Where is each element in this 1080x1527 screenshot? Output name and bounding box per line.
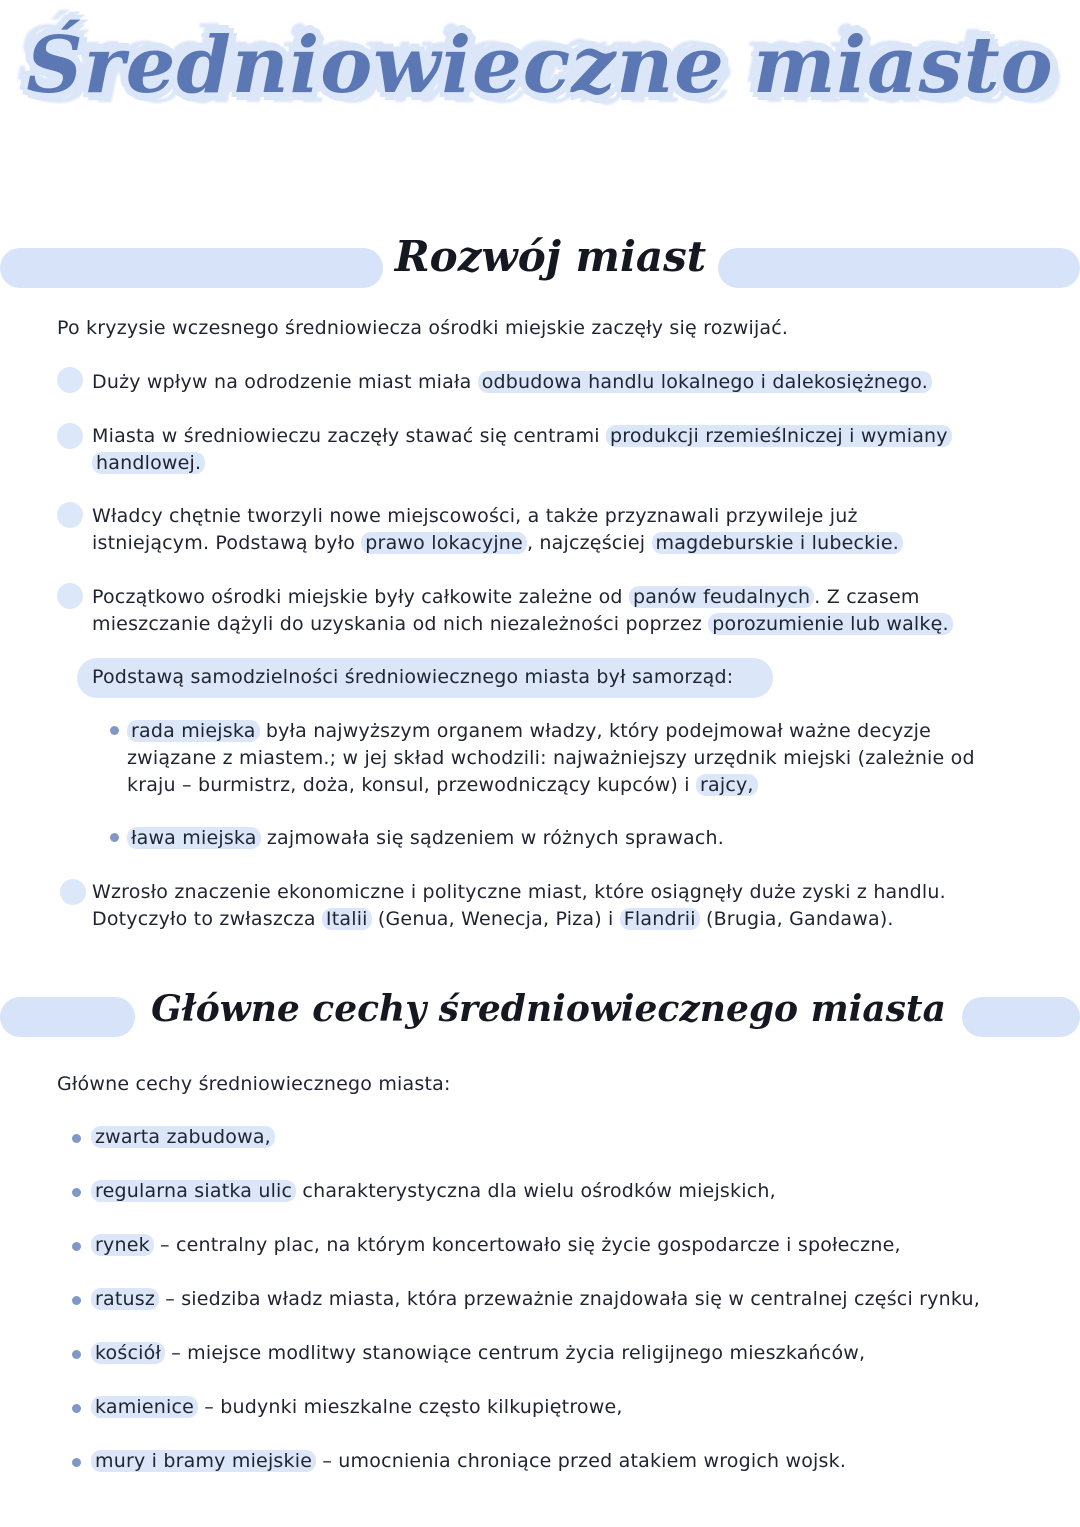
feature-bullet-dot xyxy=(72,1188,81,1197)
bullet-dot xyxy=(57,502,83,528)
highlight: handlowej. xyxy=(92,452,205,474)
highlight: rajcy, xyxy=(696,774,758,796)
feature-bullet-dot xyxy=(72,1350,81,1359)
feature-text: – umocnienia chroniące przed atakiem wrogich wojsk. xyxy=(316,1450,847,1472)
section1-intro: Po kryzysie wczesnego średniowiecza ośrodki miejskie zaczęły się rozwijać. xyxy=(57,317,789,339)
highlight: mury i bramy miejskie xyxy=(91,1450,316,1472)
feature-text: – siedziba władz miasta, która przeważnie znajdowała się w centralnej części rynku, xyxy=(159,1288,980,1310)
feature-item xyxy=(91,1394,1051,1421)
feature-bullet-dot xyxy=(72,1134,81,1143)
bullet-dot xyxy=(57,367,83,393)
highlight: zwarta zabudowa, xyxy=(91,1126,275,1148)
sub-bullet-lawa xyxy=(127,825,724,852)
page-title: Średniowieczne miasto xyxy=(26,20,1054,111)
sub-bullet-rada xyxy=(127,718,1057,799)
highlight: prawo lokacyjne xyxy=(361,532,527,554)
feature-item xyxy=(91,1124,1051,1151)
heading-bar-left xyxy=(0,997,135,1037)
feature-item xyxy=(91,1286,1051,1313)
highlight: magdeburskie i lubeckie. xyxy=(652,532,903,554)
feature-bullet-dot xyxy=(72,1296,81,1305)
highlight: ława miejska xyxy=(127,827,261,849)
highlight: ratusz xyxy=(91,1288,159,1310)
highlight: kościół xyxy=(91,1342,165,1364)
bullet-text: Duży wpływ na odrodzenie miast miała xyxy=(92,371,478,393)
bullet-poczatkowo xyxy=(92,584,1042,638)
highlight: rada miejska xyxy=(127,720,260,742)
highlight: rynek xyxy=(91,1234,154,1256)
feature-item xyxy=(91,1232,1051,1259)
highlight: Italii xyxy=(322,908,372,930)
feature-bullet-dot xyxy=(72,1458,81,1467)
feature-text: – budynki mieszkalne często kilkupiętrowe, xyxy=(198,1396,623,1418)
bullet-text: była najwyższym organem władzy, który podejmował ważne decyzje xyxy=(259,720,931,742)
bullet-text: Dotyczyło to zwłaszcza xyxy=(92,908,322,930)
feature-bullet-dot xyxy=(72,1242,81,1251)
bullet-text: zajmowała się sądzeniem w różnych sprawach. xyxy=(260,827,725,849)
heading-bar-left xyxy=(0,248,383,288)
bullet-wzroslo xyxy=(92,879,1052,933)
bullet-text: (Brugia, Gandawa). xyxy=(699,908,894,930)
bullet-text: Początkowo ośrodki miejskie były całkowite zależne od xyxy=(92,586,629,608)
highlight: odbudowa handlu lokalnego i dalekosiężnego. xyxy=(478,371,932,393)
highlight: Flandrii xyxy=(620,908,700,930)
feature-bullet-dot xyxy=(72,1404,81,1413)
bullet-odbudowa xyxy=(92,369,932,396)
bullet-text: . Z czasem xyxy=(814,586,920,608)
feature-item xyxy=(91,1340,1051,1367)
heading-bar-right xyxy=(718,248,1080,288)
feature-item xyxy=(91,1448,1051,1475)
bullet-dot xyxy=(57,423,83,449)
bullet-text: Władcy chętnie tworzyli nowe miejscowości, a także przyznawali przywileje już xyxy=(92,505,858,527)
highlight: produkcji rzemieślniczej i wymiany xyxy=(606,425,952,447)
highlight: porozumienie lub walkę. xyxy=(708,613,952,635)
bullet-text: kraju – burmistrz, doża, konsul, przewodniczący kupców) i xyxy=(127,774,696,796)
bullet-text: , najczęściej xyxy=(526,532,652,554)
bullet-centra xyxy=(92,423,1042,477)
bullet-text: istniejącym. Podstawą było xyxy=(92,532,362,554)
highlight: kamienice xyxy=(91,1396,198,1418)
sub-bullet-dot xyxy=(110,833,119,842)
section2-intro: Główne cechy średniowiecznego miasta: xyxy=(57,1073,451,1095)
highlight: regularna siatka ulic xyxy=(91,1180,296,1202)
section-heading-rozwoj: Rozwój miast xyxy=(394,232,707,281)
bullet-text: związane z miastem.; w jej skład wchodzili: najważniejszy urzędnik miejski (zależnie od xyxy=(127,747,975,769)
bullet-wladcy xyxy=(92,503,1042,557)
bullet-text: Miasta w średniowieczu zaczęły stawać się centrami xyxy=(92,425,607,447)
heading-bar-right xyxy=(962,997,1080,1037)
sub-bullet-dot xyxy=(110,726,119,735)
feature-text: – miejsce modlitwy stanowiące centrum życia religijnego mieszkańców, xyxy=(165,1342,866,1364)
feature-text: – centralny plac, na którym koncertowało się życie gospodarcze i społeczne, xyxy=(153,1234,901,1256)
bullet-text: Wzrosło znaczenie ekonomiczne i polityczne miast, które osiągnęły duże zyski z handlu. xyxy=(92,881,946,903)
selfgov-text: Podstawą samodzielności średniowiecznego miasta był samorząd: xyxy=(92,666,734,688)
bullet-dot xyxy=(57,583,83,609)
bullet-dot xyxy=(60,879,86,905)
section-heading-cechy: Główne cechy średniowiecznego miasta xyxy=(151,988,946,1030)
feature-item xyxy=(91,1178,1051,1205)
bullet-text: (Genua, Wenecja, Piza) i xyxy=(371,908,620,930)
bullet-text: mieszczanie dążyli do uzyskania od nich niezależności poprzez xyxy=(92,613,709,635)
feature-text: charakterystyczna dla wielu ośrodków miejskich, xyxy=(296,1180,776,1202)
title-banner xyxy=(0,0,1080,190)
highlight: panów feudalnych xyxy=(629,586,814,608)
